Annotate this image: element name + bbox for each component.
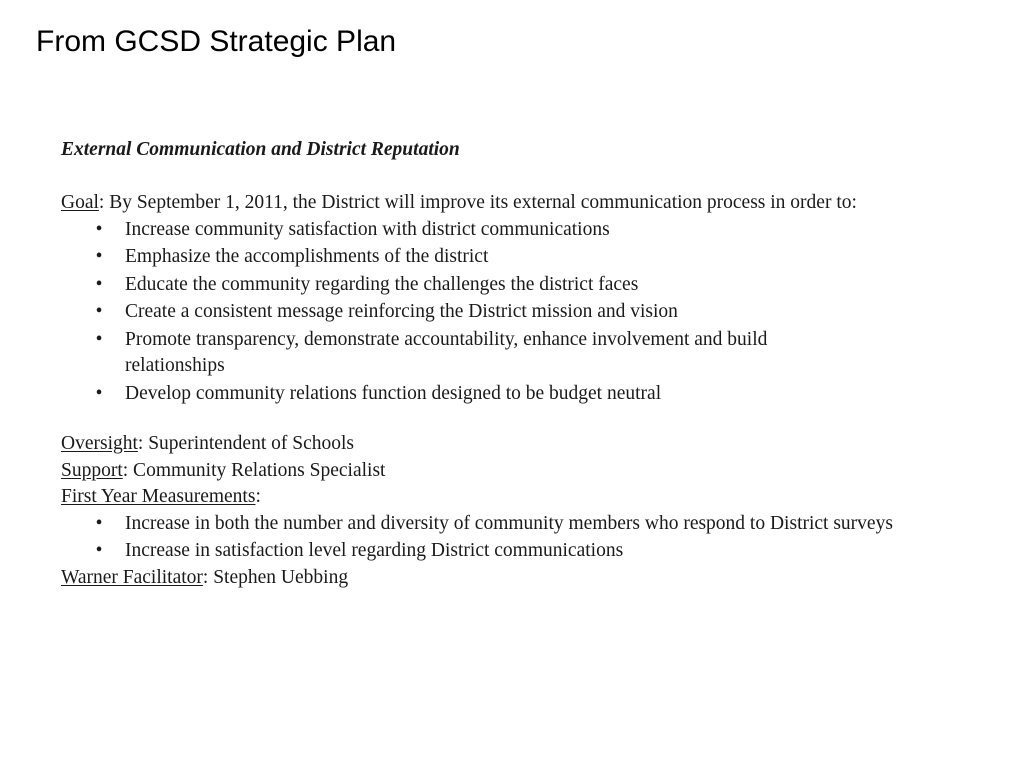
goal-bullet-text: Emphasize the accomplishments of the district: [125, 246, 489, 267]
spacer: [61, 407, 961, 431]
list-item: [61, 217, 961, 244]
goal-label: Goal: [61, 192, 99, 213]
support-label: Support: [61, 459, 123, 481]
oversight-label: Oversight: [61, 433, 138, 454]
bullet-icon: •: [95, 246, 103, 267]
list-item: [61, 511, 905, 538]
bullet-icon: •: [95, 273, 103, 295]
facilitator-line: [61, 565, 961, 592]
list-item: [61, 327, 845, 380]
goal-line: [61, 190, 961, 217]
measurements-bullet-list: [61, 511, 961, 565]
facilitator-label: Warner Facilitator: [61, 566, 203, 588]
measurements-line: [61, 484, 961, 511]
goal-bullet-text: Educate the community regarding the challenges the district faces: [125, 273, 639, 295]
bullet-icon: •: [95, 218, 103, 240]
goal-bullet-text: Promote transparency, demonstrate accountability, enhance involvement and build relationships: [125, 328, 768, 376]
bullet-icon: •: [95, 328, 103, 350]
slide-title: From GCSD Strategic Plan: [36, 25, 397, 58]
goal-text: : By September 1, 2011, the District will improve its external communication process in order to:: [98, 192, 857, 213]
goal-bullet-text: Create a consistent message reinforcing the District mission and vision: [125, 301, 678, 322]
list-item: [61, 244, 961, 271]
bullet-icon: •: [95, 382, 103, 404]
list-item: [61, 299, 961, 326]
goal-bullet-list: [61, 217, 961, 408]
bullet-icon: •: [95, 301, 103, 322]
document-excerpt: [61, 136, 961, 591]
bullet-icon: •: [95, 512, 103, 534]
oversight-line: [61, 431, 961, 458]
section-heading: External Communication and District Reputation: [61, 139, 460, 160]
support-text: : Community Relations Specialist: [122, 459, 386, 481]
list-item: [61, 381, 961, 408]
support-line: [61, 458, 961, 485]
bullet-icon: •: [95, 540, 103, 561]
goal-bullet-text: Develop community relations function designed to be budget neutral: [125, 382, 662, 404]
measurements-text: :: [255, 486, 261, 507]
list-item: [61, 538, 961, 565]
spacer: [61, 164, 961, 190]
facilitator-text: : Stephen Uebbing: [202, 566, 349, 588]
measurements-label: First Year Measurements: [61, 486, 256, 507]
measurement-bullet-text: Increase in satisfaction level regarding District communications: [125, 540, 624, 561]
measurement-bullet-text: Increase in both the number and diversity of community members who respond to District surveys: [125, 512, 893, 534]
goal-bullet-text: Increase community satisfaction with district communications: [125, 218, 610, 240]
oversight-text: : Superintendent of Schools: [137, 433, 355, 454]
list-item: [61, 272, 961, 299]
